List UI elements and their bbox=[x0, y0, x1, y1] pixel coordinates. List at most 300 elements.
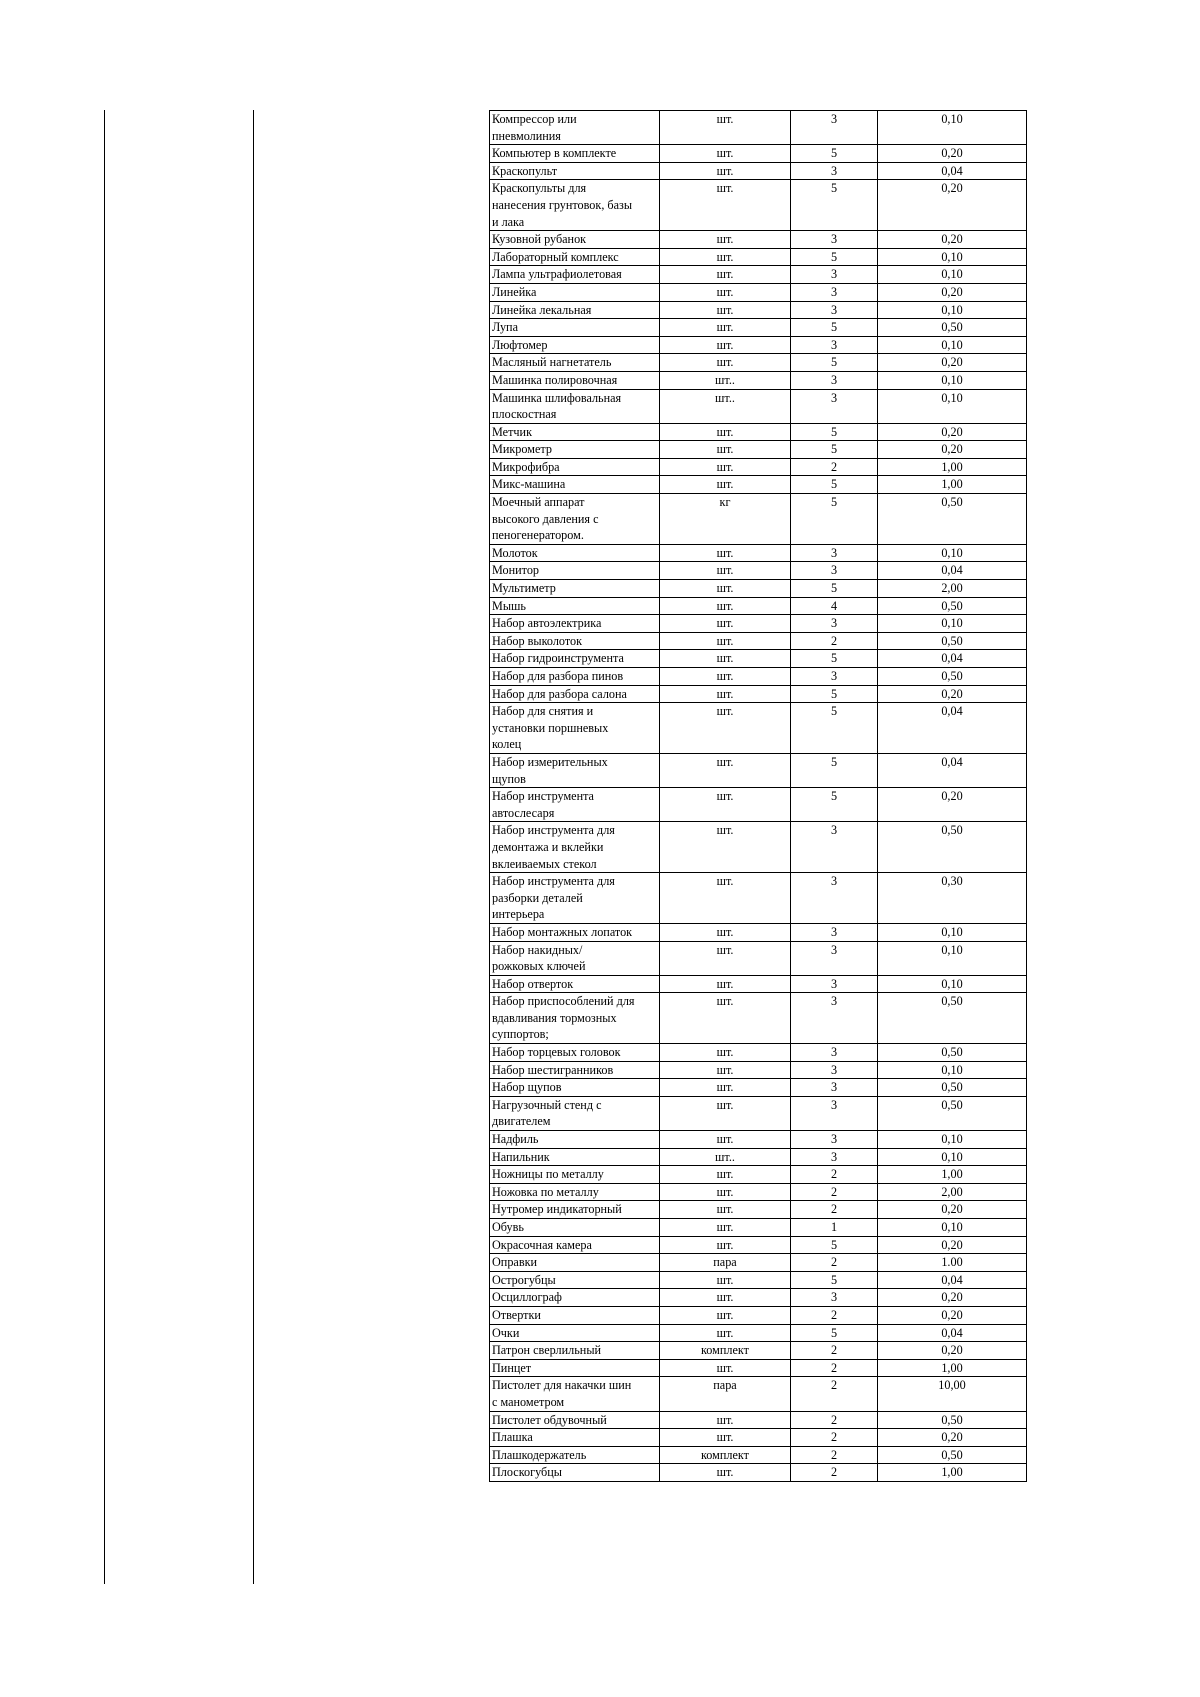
coefficient-cell: 0,04 bbox=[878, 703, 1027, 754]
item-name-cell: Нагрузочный стенд с двигателем bbox=[490, 1096, 660, 1130]
quantity-cell: 2 bbox=[791, 1183, 878, 1201]
item-name-cell: Набор монтажных лопаток bbox=[490, 923, 660, 941]
item-name-cell: Набор выколоток bbox=[490, 632, 660, 650]
unit-cell: шт. bbox=[660, 1096, 791, 1130]
table-row bbox=[490, 1289, 1027, 1307]
item-name-cell: Микс-машина bbox=[490, 476, 660, 494]
coefficient-cell: 0,10 bbox=[878, 1219, 1027, 1237]
item-name-cell: Набор торцевых головок bbox=[490, 1044, 660, 1062]
item-name-cell: Лабораторный комплекс bbox=[490, 248, 660, 266]
coefficient-cell: 1.00 bbox=[878, 1254, 1027, 1272]
coefficient-cell: 0,20 bbox=[878, 231, 1027, 249]
unit-cell: шт. bbox=[660, 162, 791, 180]
table-row bbox=[490, 822, 1027, 873]
unit-cell: шт. bbox=[660, 266, 791, 284]
item-name-cell: Надфиль bbox=[490, 1131, 660, 1149]
table-row bbox=[490, 580, 1027, 598]
item-name-cell: Набор шестигранников bbox=[490, 1061, 660, 1079]
coefficient-cell: 1,00 bbox=[878, 1166, 1027, 1184]
unit-cell: комплект bbox=[660, 1446, 791, 1464]
coefficient-cell: 0,50 bbox=[878, 1096, 1027, 1130]
quantity-cell: 5 bbox=[791, 703, 878, 754]
unit-cell: шт. bbox=[660, 1044, 791, 1062]
item-name-cell: Пистолет для накачки шин с манометром bbox=[490, 1377, 660, 1411]
item-name-cell: Машинка шлифовальная плоскостная bbox=[490, 389, 660, 423]
item-name-cell: Мышь bbox=[490, 597, 660, 615]
quantity-cell: 3 bbox=[791, 941, 878, 975]
table-row bbox=[490, 1079, 1027, 1097]
item-name-cell: Набор инструмента для разборки деталей интерьера bbox=[490, 873, 660, 924]
quantity-cell: 5 bbox=[791, 650, 878, 668]
unit-cell: шт. bbox=[660, 873, 791, 924]
unit-cell: шт. bbox=[660, 1166, 791, 1184]
table-row bbox=[490, 975, 1027, 993]
unit-cell: шт. bbox=[660, 283, 791, 301]
unit-cell: шт. bbox=[660, 615, 791, 633]
item-name-cell: Патрон сверлильный bbox=[490, 1342, 660, 1360]
table-row bbox=[490, 1429, 1027, 1447]
unit-cell: шт. bbox=[660, 941, 791, 975]
coefficient-cell: 0,10 bbox=[878, 248, 1027, 266]
item-name-cell: Плашка bbox=[490, 1429, 660, 1447]
item-name-cell: Ножницы по металлу bbox=[490, 1166, 660, 1184]
item-name-cell: Краскопульт bbox=[490, 162, 660, 180]
item-name-cell: Мультиметр bbox=[490, 580, 660, 598]
coefficient-cell: 0,20 bbox=[878, 788, 1027, 822]
quantity-cell: 2 bbox=[791, 1377, 878, 1411]
quantity-cell: 5 bbox=[791, 319, 878, 337]
unit-cell: шт. bbox=[660, 975, 791, 993]
quantity-cell: 5 bbox=[791, 423, 878, 441]
coefficient-cell: 0,50 bbox=[878, 1411, 1027, 1429]
unit-cell: шт. bbox=[660, 1201, 791, 1219]
unit-cell: шт. bbox=[660, 111, 791, 145]
unit-cell: шт. bbox=[660, 668, 791, 686]
table-row bbox=[490, 1061, 1027, 1079]
quantity-cell: 5 bbox=[791, 180, 878, 231]
coefficient-cell: 0,10 bbox=[878, 336, 1027, 354]
coefficient-cell: 0,50 bbox=[878, 597, 1027, 615]
coefficient-cell: 1,00 bbox=[878, 1464, 1027, 1482]
table-row bbox=[490, 753, 1027, 787]
coefficient-cell: 0,50 bbox=[878, 1044, 1027, 1062]
table-row bbox=[490, 544, 1027, 562]
unit-cell: шт. bbox=[660, 248, 791, 266]
unit-cell: шт. bbox=[660, 1429, 791, 1447]
quantity-cell: 5 bbox=[791, 580, 878, 598]
quantity-cell: 2 bbox=[791, 632, 878, 650]
unit-cell: шт.. bbox=[660, 371, 791, 389]
table-row bbox=[490, 615, 1027, 633]
coefficient-cell: 0,20 bbox=[878, 1201, 1027, 1219]
coefficient-cell: 0,10 bbox=[878, 371, 1027, 389]
quantity-cell: 5 bbox=[791, 1324, 878, 1342]
unit-cell: шт. bbox=[660, 319, 791, 337]
unit-cell: шт. bbox=[660, 1219, 791, 1237]
equipment-table-body bbox=[490, 111, 1027, 1482]
table-row bbox=[490, 873, 1027, 924]
item-name-cell: Набор приспособлений для вдавливания тормозных суппортов; bbox=[490, 993, 660, 1044]
quantity-cell: 3 bbox=[791, 562, 878, 580]
quantity-cell: 2 bbox=[791, 458, 878, 476]
table-row bbox=[490, 1166, 1027, 1184]
unit-cell: кг bbox=[660, 494, 791, 545]
coefficient-cell: 0,10 bbox=[878, 1061, 1027, 1079]
quantity-cell: 5 bbox=[791, 685, 878, 703]
item-name-cell: Плашкодержатель bbox=[490, 1446, 660, 1464]
quantity-cell: 3 bbox=[791, 301, 878, 319]
quantity-cell: 3 bbox=[791, 544, 878, 562]
coefficient-cell: 0,30 bbox=[878, 873, 1027, 924]
quantity-cell: 5 bbox=[791, 145, 878, 163]
table-row bbox=[490, 1446, 1027, 1464]
quantity-cell: 2 bbox=[791, 1254, 878, 1272]
unit-cell: шт. bbox=[660, 1271, 791, 1289]
item-name-cell: Набор накидных/ рожковых ключей bbox=[490, 941, 660, 975]
unit-cell: комплект bbox=[660, 1342, 791, 1360]
unit-cell: шт. bbox=[660, 1464, 791, 1482]
item-name-cell: Машинка полировочная bbox=[490, 371, 660, 389]
coefficient-cell: 0,50 bbox=[878, 668, 1027, 686]
column-rule-left bbox=[104, 110, 105, 1584]
coefficient-cell: 0,10 bbox=[878, 1148, 1027, 1166]
table-row bbox=[490, 180, 1027, 231]
table-row bbox=[490, 301, 1027, 319]
unit-cell: шт. bbox=[660, 1306, 791, 1324]
item-name-cell: Линейка bbox=[490, 283, 660, 301]
coefficient-cell: 0,04 bbox=[878, 562, 1027, 580]
item-name-cell: Ножовка по металлу bbox=[490, 1183, 660, 1201]
unit-cell: шт.. bbox=[660, 389, 791, 423]
table-row bbox=[490, 1254, 1027, 1272]
coefficient-cell: 0,20 bbox=[878, 685, 1027, 703]
quantity-cell: 5 bbox=[791, 753, 878, 787]
item-name-cell: Люфтомер bbox=[490, 336, 660, 354]
quantity-cell: 5 bbox=[791, 494, 878, 545]
table-row bbox=[490, 336, 1027, 354]
table-row bbox=[490, 1324, 1027, 1342]
table-row bbox=[490, 788, 1027, 822]
quantity-cell: 3 bbox=[791, 266, 878, 284]
table-row bbox=[490, 283, 1027, 301]
table-row bbox=[490, 423, 1027, 441]
item-name-cell: Краскопульты для нанесения грунтовок, базы и лака bbox=[490, 180, 660, 231]
quantity-cell: 3 bbox=[791, 1148, 878, 1166]
unit-cell: шт. bbox=[660, 441, 791, 459]
unit-cell: пара bbox=[660, 1377, 791, 1411]
coefficient-cell: 0,04 bbox=[878, 1324, 1027, 1342]
coefficient-cell: 0,50 bbox=[878, 632, 1027, 650]
quantity-cell: 3 bbox=[791, 162, 878, 180]
table-row bbox=[490, 231, 1027, 249]
table-row bbox=[490, 248, 1027, 266]
coefficient-cell: 1,00 bbox=[878, 1359, 1027, 1377]
quantity-cell: 3 bbox=[791, 336, 878, 354]
coefficient-cell: 0,50 bbox=[878, 1446, 1027, 1464]
quantity-cell: 3 bbox=[791, 371, 878, 389]
unit-cell: шт. bbox=[660, 1411, 791, 1429]
item-name-cell: Отвертки bbox=[490, 1306, 660, 1324]
column-rule-middle bbox=[253, 110, 254, 1584]
unit-cell: шт. bbox=[660, 231, 791, 249]
coefficient-cell: 2,00 bbox=[878, 580, 1027, 598]
unit-cell: шт. bbox=[660, 1236, 791, 1254]
coefficient-cell: 0,04 bbox=[878, 162, 1027, 180]
coefficient-cell: 0,20 bbox=[878, 1236, 1027, 1254]
table-row bbox=[490, 1096, 1027, 1130]
table-row bbox=[490, 562, 1027, 580]
table-row bbox=[490, 441, 1027, 459]
table-row bbox=[490, 993, 1027, 1044]
quantity-cell: 3 bbox=[791, 231, 878, 249]
coefficient-cell: 0,50 bbox=[878, 1079, 1027, 1097]
quantity-cell: 1 bbox=[791, 1219, 878, 1237]
unit-cell: шт. bbox=[660, 458, 791, 476]
quantity-cell: 3 bbox=[791, 615, 878, 633]
unit-cell: шт. bbox=[660, 580, 791, 598]
item-name-cell: Осциллограф bbox=[490, 1289, 660, 1307]
item-name-cell: Моечный аппарат высокого давления с пеногенератором. bbox=[490, 494, 660, 545]
quantity-cell: 2 bbox=[791, 1446, 878, 1464]
unit-cell: шт. bbox=[660, 753, 791, 787]
table-row bbox=[490, 668, 1027, 686]
table-row bbox=[490, 632, 1027, 650]
coefficient-cell: 1,00 bbox=[878, 476, 1027, 494]
unit-cell: шт. bbox=[660, 597, 791, 615]
coefficient-cell: 0,04 bbox=[878, 650, 1027, 668]
item-name-cell: Обувь bbox=[490, 1219, 660, 1237]
unit-cell: шт. bbox=[660, 822, 791, 873]
item-name-cell: Набор инструмента автослесаря bbox=[490, 788, 660, 822]
table-row bbox=[490, 319, 1027, 337]
quantity-cell: 2 bbox=[791, 1411, 878, 1429]
coefficient-cell: 0,20 bbox=[878, 1306, 1027, 1324]
quantity-cell: 2 bbox=[791, 1359, 878, 1377]
item-name-cell: Лампа ультрафиолетовая bbox=[490, 266, 660, 284]
table-row bbox=[490, 354, 1027, 372]
table-row bbox=[490, 371, 1027, 389]
table-row bbox=[490, 1148, 1027, 1166]
quantity-cell: 2 bbox=[791, 1166, 878, 1184]
table-row bbox=[490, 923, 1027, 941]
quantity-cell: 3 bbox=[791, 923, 878, 941]
unit-cell: шт. bbox=[660, 632, 791, 650]
unit-cell: пара bbox=[660, 1254, 791, 1272]
quantity-cell: 2 bbox=[791, 1306, 878, 1324]
unit-cell: шт. bbox=[660, 544, 791, 562]
table-row bbox=[490, 145, 1027, 163]
unit-cell: шт. bbox=[660, 180, 791, 231]
unit-cell: шт. bbox=[660, 1131, 791, 1149]
quantity-cell: 2 bbox=[791, 1429, 878, 1447]
unit-cell: шт. bbox=[660, 1061, 791, 1079]
item-name-cell: Набор инструмента для демонтажа и вклейки вклеиваемых стекол bbox=[490, 822, 660, 873]
table-row bbox=[490, 1271, 1027, 1289]
quantity-cell: 2 bbox=[791, 1342, 878, 1360]
item-name-cell: Кузовной рубанок bbox=[490, 231, 660, 249]
item-name-cell: Острогубцы bbox=[490, 1271, 660, 1289]
coefficient-cell: 0,20 bbox=[878, 1429, 1027, 1447]
unit-cell: шт. bbox=[660, 923, 791, 941]
unit-cell: шт. bbox=[660, 423, 791, 441]
coefficient-cell: 0,50 bbox=[878, 993, 1027, 1044]
quantity-cell: 5 bbox=[791, 1271, 878, 1289]
coefficient-cell: 0,10 bbox=[878, 389, 1027, 423]
coefficient-cell: 0,10 bbox=[878, 266, 1027, 284]
unit-cell: шт. bbox=[660, 993, 791, 1044]
coefficient-cell: 0,04 bbox=[878, 753, 1027, 787]
item-name-cell: Набор гидроинструмента bbox=[490, 650, 660, 668]
quantity-cell: 3 bbox=[791, 1289, 878, 1307]
coefficient-cell: 0,50 bbox=[878, 822, 1027, 873]
quantity-cell: 3 bbox=[791, 873, 878, 924]
unit-cell: шт. bbox=[660, 336, 791, 354]
table-row bbox=[490, 266, 1027, 284]
item-name-cell: Набор автоэлектрика bbox=[490, 615, 660, 633]
unit-cell: шт. bbox=[660, 562, 791, 580]
coefficient-cell: 0,20 bbox=[878, 423, 1027, 441]
item-name-cell: Окрасочная камера bbox=[490, 1236, 660, 1254]
table-row bbox=[490, 1377, 1027, 1411]
item-name-cell: Набор для разбора салона bbox=[490, 685, 660, 703]
coefficient-cell: 0,20 bbox=[878, 180, 1027, 231]
table-row bbox=[490, 111, 1027, 145]
item-name-cell: Пистолет обдувочный bbox=[490, 1411, 660, 1429]
item-name-cell: Лупа bbox=[490, 319, 660, 337]
coefficient-cell: 1,00 bbox=[878, 458, 1027, 476]
quantity-cell: 2 bbox=[791, 1201, 878, 1219]
coefficient-cell: 0,10 bbox=[878, 941, 1027, 975]
coefficient-cell: 0,10 bbox=[878, 111, 1027, 145]
item-name-cell: Напильник bbox=[490, 1148, 660, 1166]
item-name-cell: Линейка лекальная bbox=[490, 301, 660, 319]
coefficient-cell: 0,04 bbox=[878, 1271, 1027, 1289]
table-row bbox=[490, 650, 1027, 668]
item-name-cell: Оправки bbox=[490, 1254, 660, 1272]
quantity-cell: 5 bbox=[791, 441, 878, 459]
item-name-cell: Монитор bbox=[490, 562, 660, 580]
table-row bbox=[490, 1359, 1027, 1377]
item-name-cell: Набор для разбора пинов bbox=[490, 668, 660, 686]
quantity-cell: 5 bbox=[791, 788, 878, 822]
item-name-cell: Набор для снятия и установки поршневых колец bbox=[490, 703, 660, 754]
table-row bbox=[490, 941, 1027, 975]
coefficient-cell: 0,10 bbox=[878, 1131, 1027, 1149]
table-row bbox=[490, 162, 1027, 180]
table-row bbox=[490, 1183, 1027, 1201]
coefficient-cell: 0,20 bbox=[878, 354, 1027, 372]
item-name-cell: Метчик bbox=[490, 423, 660, 441]
unit-cell: шт.. bbox=[660, 1148, 791, 1166]
unit-cell: шт. bbox=[660, 1359, 791, 1377]
coefficient-cell: 0,20 bbox=[878, 283, 1027, 301]
item-name-cell: Масляный нагнетатель bbox=[490, 354, 660, 372]
quantity-cell: 2 bbox=[791, 1464, 878, 1482]
coefficient-cell: 10,00 bbox=[878, 1377, 1027, 1411]
coefficient-cell: 0,10 bbox=[878, 923, 1027, 941]
coefficient-cell: 0,10 bbox=[878, 615, 1027, 633]
table-row bbox=[490, 1306, 1027, 1324]
unit-cell: шт. bbox=[660, 1324, 791, 1342]
quantity-cell: 3 bbox=[791, 389, 878, 423]
coefficient-cell: 2,00 bbox=[878, 1183, 1027, 1201]
table-row bbox=[490, 1219, 1027, 1237]
coefficient-cell: 0,20 bbox=[878, 441, 1027, 459]
quantity-cell: 4 bbox=[791, 597, 878, 615]
item-name-cell: Набор измерительных щупов bbox=[490, 753, 660, 787]
table-row bbox=[490, 1464, 1027, 1482]
quantity-cell: 5 bbox=[791, 248, 878, 266]
coefficient-cell: 0,10 bbox=[878, 544, 1027, 562]
item-name-cell: Набор отверток bbox=[490, 975, 660, 993]
table-row bbox=[490, 494, 1027, 545]
table-row bbox=[490, 703, 1027, 754]
unit-cell: шт. bbox=[660, 685, 791, 703]
unit-cell: шт. bbox=[660, 650, 791, 668]
coefficient-cell: 0,20 bbox=[878, 1289, 1027, 1307]
equipment-table bbox=[489, 110, 1027, 1482]
unit-cell: шт. bbox=[660, 1289, 791, 1307]
quantity-cell: 3 bbox=[791, 1061, 878, 1079]
coefficient-cell: 0,10 bbox=[878, 301, 1027, 319]
table-row bbox=[490, 389, 1027, 423]
item-name-cell: Пинцет bbox=[490, 1359, 660, 1377]
item-name-cell: Микрофибра bbox=[490, 458, 660, 476]
quantity-cell: 3 bbox=[791, 822, 878, 873]
quantity-cell: 3 bbox=[791, 111, 878, 145]
quantity-cell: 3 bbox=[791, 993, 878, 1044]
quantity-cell: 3 bbox=[791, 1096, 878, 1130]
table-row bbox=[490, 476, 1027, 494]
table-row bbox=[490, 597, 1027, 615]
unit-cell: шт. bbox=[660, 476, 791, 494]
item-name-cell: Нутромер индикаторный bbox=[490, 1201, 660, 1219]
quantity-cell: 5 bbox=[791, 476, 878, 494]
coefficient-cell: 0,10 bbox=[878, 975, 1027, 993]
quantity-cell: 3 bbox=[791, 1044, 878, 1062]
item-name-cell: Набор щупов bbox=[490, 1079, 660, 1097]
table-row bbox=[490, 1236, 1027, 1254]
unit-cell: шт. bbox=[660, 703, 791, 754]
table-row bbox=[490, 1131, 1027, 1149]
quantity-cell: 3 bbox=[791, 283, 878, 301]
coefficient-cell: 0,20 bbox=[878, 1342, 1027, 1360]
table-row bbox=[490, 685, 1027, 703]
quantity-cell: 5 bbox=[791, 1236, 878, 1254]
item-name-cell: Компьютер в комплекте bbox=[490, 145, 660, 163]
unit-cell: шт. bbox=[660, 301, 791, 319]
table-row bbox=[490, 1044, 1027, 1062]
unit-cell: шт. bbox=[660, 1079, 791, 1097]
item-name-cell: Компрессор или пневмолиния bbox=[490, 111, 660, 145]
unit-cell: шт. bbox=[660, 354, 791, 372]
table-row bbox=[490, 1342, 1027, 1360]
quantity-cell: 3 bbox=[791, 1131, 878, 1149]
quantity-cell: 3 bbox=[791, 668, 878, 686]
table-row bbox=[490, 1201, 1027, 1219]
coefficient-cell: 0,20 bbox=[878, 145, 1027, 163]
quantity-cell: 3 bbox=[791, 975, 878, 993]
table-row bbox=[490, 458, 1027, 476]
coefficient-cell: 0,50 bbox=[878, 319, 1027, 337]
item-name-cell: Молоток bbox=[490, 544, 660, 562]
quantity-cell: 5 bbox=[791, 354, 878, 372]
quantity-cell: 3 bbox=[791, 1079, 878, 1097]
unit-cell: шт. bbox=[660, 788, 791, 822]
unit-cell: шт. bbox=[660, 1183, 791, 1201]
unit-cell: шт. bbox=[660, 145, 791, 163]
item-name-cell: Плоскогубцы bbox=[490, 1464, 660, 1482]
